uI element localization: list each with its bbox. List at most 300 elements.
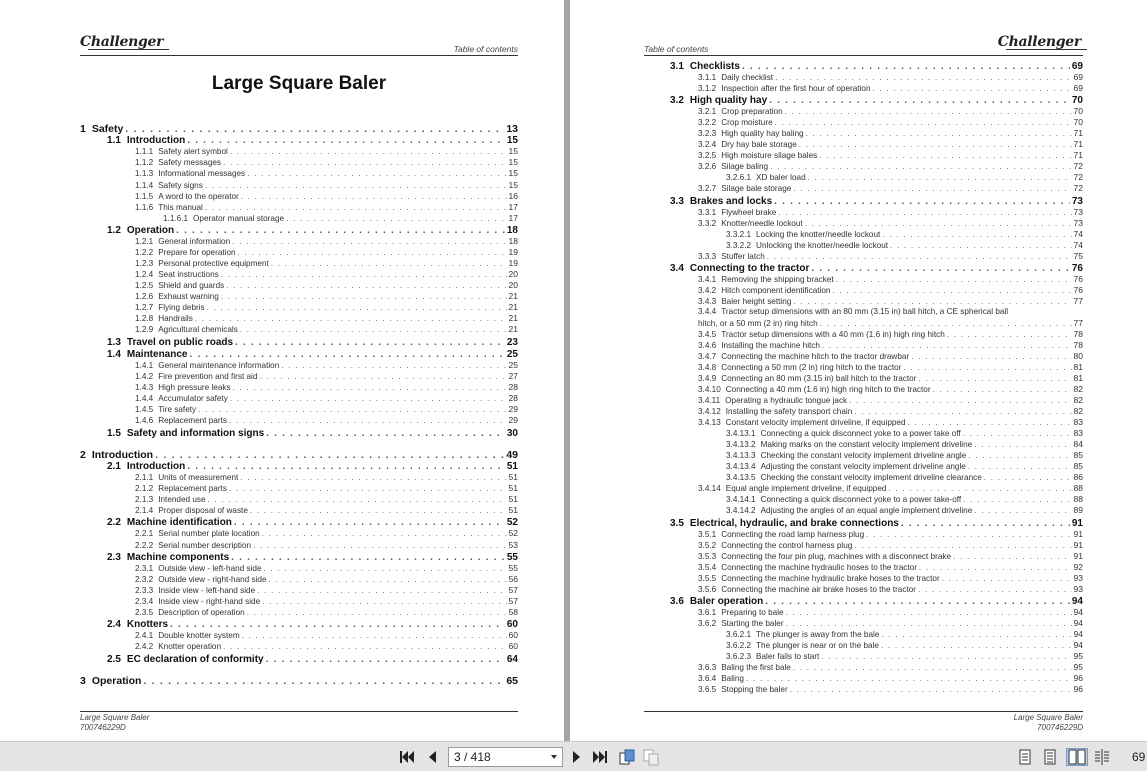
toc-page-number: 29 — [508, 404, 518, 415]
toc-page-number: 86 — [1073, 472, 1083, 483]
toc-page-number: 27 — [508, 371, 518, 382]
toc-entry[interactable] — [726, 461, 1083, 471]
toc-entry[interactable] — [135, 393, 518, 403]
toc-entry[interactable] — [698, 607, 1083, 617]
toc-entry-title: Connecting the machine hydraulic brake hoses to the tractor — [721, 573, 940, 583]
toc-entry-number: 3.4 — [670, 262, 684, 274]
toc-page-number: 93 — [1073, 572, 1083, 583]
toc-entry-title: Installing the machine hitch — [721, 340, 820, 350]
toc-entry[interactable] — [80, 449, 518, 461]
toc-entry-number: 3.2.5 — [698, 151, 717, 161]
toc-entry[interactable] — [135, 168, 518, 178]
last-page-icon — [592, 750, 608, 764]
toc-page-number: 76 — [1073, 273, 1083, 284]
toc-entry-number: 3.4.2 — [698, 285, 717, 295]
toc-entry-number: 3.4.13.1 — [726, 429, 756, 439]
toc-entry-number: 2.3.2 — [135, 574, 154, 584]
toc-entry[interactable] — [670, 61, 1083, 72]
toc-entry-number: 1.2.3 — [135, 259, 154, 269]
toc-entry-title: Connecting the four pin plug, machines with a disconnect brake — [721, 551, 952, 561]
brand-logo: Challenger — [80, 34, 164, 50]
toc-entry[interactable] — [726, 640, 1083, 650]
toc-entry[interactable] — [80, 123, 518, 135]
toc-entry[interactable] — [135, 483, 518, 493]
toc-entry-title: Baler fails to start — [756, 651, 820, 661]
toc-leader-dots — [240, 325, 507, 334]
two-page-continuous-button[interactable] — [1093, 748, 1111, 766]
toc-entry-number: 3.4.13.5 — [726, 473, 756, 483]
toc-entry[interactable] — [135, 641, 518, 651]
toc-entry[interactable] — [135, 585, 518, 595]
toc-entry-title: Flying debris — [158, 303, 205, 313]
toc-entry-title: Outside view - left-hand side — [158, 563, 262, 573]
first-page-button[interactable] — [398, 748, 416, 766]
toc-entry-number: 3.4.14.1 — [726, 495, 756, 505]
toc-entry-number: 3.5.6 — [698, 584, 717, 594]
copy-page-icon — [642, 748, 660, 766]
toc-entry-title: Safety signs — [158, 180, 203, 190]
toc-leader-dots — [854, 541, 1071, 550]
toc-entry[interactable] — [107, 461, 518, 472]
toc-page-number: 58 — [508, 607, 518, 618]
toc-entry-title: Baling — [721, 674, 744, 683]
toc-page-number: 72 — [1073, 172, 1083, 183]
toc-entry-title: A word to the operator — [158, 191, 239, 201]
toc-entry-title: Electrical, hydraulic, and brake connections — [689, 517, 899, 529]
toc-entry[interactable] — [135, 191, 518, 201]
toc-entry[interactable] — [698, 251, 1083, 261]
previous-page-button[interactable] — [423, 748, 441, 766]
toc-entry[interactable] — [698, 117, 1083, 127]
toc-entry[interactable] — [135, 505, 518, 515]
toc-entry[interactable] — [698, 72, 1083, 82]
toc-leader-dots — [266, 654, 505, 665]
toc-leader-dots — [262, 597, 506, 606]
toc-entry[interactable] — [698, 529, 1083, 539]
toc-entry-number: 2.3.3 — [135, 585, 154, 595]
toc-leader-dots — [854, 407, 1071, 416]
toc-leader-dots — [221, 270, 507, 279]
single-page-view-button[interactable] — [1016, 748, 1034, 766]
toc-entry-title: Starting the baler — [721, 618, 784, 628]
toc-leader-dots — [866, 530, 1071, 539]
toc-page-number: 94 — [1073, 606, 1083, 617]
toc-leader-dots — [205, 181, 507, 190]
toc-leader-dots — [947, 330, 1072, 339]
toc-entry[interactable] — [698, 684, 1083, 694]
toc-entry[interactable] — [726, 494, 1083, 504]
toc-entry-number: 3.6.3 — [698, 662, 717, 672]
page-number-select[interactable] — [448, 747, 563, 767]
toc-entry[interactable] — [698, 139, 1083, 149]
toc-leader-dots — [811, 263, 1070, 274]
toc-page-number: 30 — [506, 427, 518, 439]
toc-page-number: 94 — [1073, 628, 1083, 639]
toc-page-number: 95 — [1073, 661, 1083, 672]
toc-leader-dots — [230, 394, 507, 403]
toc-entry-number: 3.2.4 — [698, 140, 717, 150]
toc-page-number: 74 — [1073, 239, 1083, 250]
toc-leader-dots — [775, 118, 1072, 127]
toc-entry-number: 2.5 — [107, 653, 121, 665]
toc-leader-dots — [919, 563, 1072, 572]
toc-entry[interactable] — [135, 202, 518, 212]
toc-entry[interactable] — [135, 291, 518, 301]
toc-entry[interactable] — [698, 218, 1083, 228]
toc-leader-dots — [242, 631, 507, 640]
toc-entry[interactable] — [698, 340, 1083, 350]
zoom-level[interactable]: 69 — [1132, 750, 1146, 764]
last-page-button[interactable] — [591, 748, 609, 766]
next-page-icon — [572, 750, 582, 764]
toc-entry[interactable] — [80, 675, 518, 687]
toc-entry[interactable] — [726, 428, 1083, 438]
toc-entry[interactable] — [698, 83, 1083, 93]
toc-entry[interactable] — [135, 280, 518, 290]
toc-entry-number: 3 — [80, 674, 86, 687]
toc-entry[interactable] — [107, 619, 518, 630]
document-title: Large Square Baler — [211, 73, 387, 94]
toc-entry[interactable] — [726, 240, 1083, 250]
toc-entry[interactable] — [135, 269, 518, 279]
toc-entry[interactable] — [135, 371, 518, 381]
toc-entry[interactable] — [698, 673, 1083, 683]
toc-entry[interactable] — [135, 574, 518, 584]
toc-entry[interactable] — [135, 596, 518, 606]
toc-entry-number: 3.6.4 — [698, 674, 717, 683]
toc-entry[interactable] — [107, 428, 518, 439]
single-page-icon — [1018, 749, 1032, 765]
toc-entry-title: Adjusting the constant velocity implement driveline angle — [760, 462, 966, 472]
toc-entry-number: 2.4 — [107, 619, 121, 631]
toc-page-number: 19 — [508, 247, 518, 258]
footer-rule — [80, 711, 518, 712]
toc-leader-dots — [125, 123, 504, 135]
footer-docnum: 700746229D — [1037, 723, 1083, 732]
toc-entry-number: 3.2.7 — [698, 184, 717, 194]
toc-entry[interactable] — [670, 95, 1083, 106]
toc-entry[interactable] — [135, 180, 518, 190]
toc-entry[interactable] — [135, 313, 518, 323]
toc-entry-title: Serial number plate location — [158, 529, 260, 539]
toc-leader-dots — [266, 428, 505, 439]
toc-entry-title: Silage baling — [721, 162, 769, 172]
toc-page-number: 73 — [1073, 217, 1083, 228]
toc-entry[interactable] — [726, 629, 1083, 639]
rotate-button[interactable] — [618, 748, 636, 766]
toc-leader-dots — [849, 396, 1071, 405]
toc-page-number: 69 — [1073, 83, 1083, 94]
toc-page-number: 81 — [1073, 362, 1083, 373]
toc-entry[interactable] — [135, 360, 518, 370]
toc-entry[interactable] — [726, 439, 1083, 449]
footer-title: Large Square Baler — [1013, 713, 1083, 722]
toc-page-number: 85 — [1073, 461, 1083, 472]
footer-rule — [644, 711, 1083, 712]
toc-entry-number: 1.4.1 — [135, 361, 154, 371]
toc-entry[interactable] — [726, 472, 1083, 482]
toc-entry[interactable] — [698, 296, 1083, 306]
toc-entry[interactable] — [698, 285, 1083, 295]
two-page-view-button[interactable] — [1066, 748, 1088, 766]
header-label: Table of contents — [644, 44, 709, 54]
toc-entry[interactable] — [698, 417, 1083, 427]
toc-leader-dots — [281, 361, 506, 370]
toc-page-number: 78 — [1073, 339, 1083, 350]
toc-entry[interactable] — [698, 373, 1083, 383]
toc-entry[interactable] — [135, 472, 518, 482]
toc-entry[interactable] — [107, 552, 518, 563]
toc-leader-dots — [873, 84, 1072, 93]
toc-leader-dots — [746, 674, 1072, 683]
toc-entry[interactable] — [670, 263, 1083, 274]
toc-entry[interactable] — [135, 157, 518, 167]
toc-entry-title: Machine components — [126, 551, 230, 563]
toc-leader-dots — [742, 61, 1070, 72]
toc-entry[interactable] — [698, 150, 1083, 160]
toc-entry[interactable] — [135, 302, 518, 312]
toc-entry-number: 2.4.2 — [135, 642, 154, 652]
toc-leader-dots — [963, 495, 1071, 504]
toc-entry-title: Connecting the road lamp harness plug — [721, 529, 865, 539]
toc-entry[interactable] — [698, 384, 1083, 394]
toc-entry-title: Operation — [126, 224, 175, 236]
toc-entry-title: Preparing to bale — [721, 607, 784, 617]
toc-page-number: 89 — [1073, 505, 1083, 516]
toc-page-number: 49 — [506, 448, 518, 461]
toc-entry[interactable] — [135, 528, 518, 538]
toc-entry-number: 1.4.3 — [135, 383, 154, 393]
toc-entry-title: Brakes and locks — [689, 195, 773, 207]
toc-page-number: 29 — [508, 415, 518, 426]
toc-entry[interactable] — [670, 196, 1083, 207]
toc-page-number: 91 — [1071, 517, 1083, 529]
toc-leader-dots — [836, 275, 1072, 284]
toc-entry-number: 3.5.1 — [698, 529, 717, 539]
toc-entry-number: 3.4.7 — [698, 351, 717, 361]
toc-entry-number: 1.1.1 — [135, 147, 154, 157]
toc-entry[interactable] — [163, 213, 518, 223]
toc-entry[interactable] — [135, 258, 518, 268]
copy-pages-button[interactable] — [642, 748, 660, 766]
toc-entry-number: 3.5.4 — [698, 562, 717, 572]
toc-entry-number: 3.2 — [670, 95, 684, 107]
toc-page-number: 65 — [506, 674, 518, 687]
toc-entry[interactable] — [698, 161, 1083, 171]
toc-entry[interactable] — [698, 551, 1083, 561]
toc-page-number: 75 — [1073, 250, 1083, 261]
toc-entry[interactable] — [135, 540, 518, 550]
toc-entry-title: Connecting a 50 mm (2 in) ring hitch to the tractor — [721, 363, 902, 373]
toc-page-number: 70 — [1073, 106, 1083, 117]
toc-leader-dots — [205, 203, 507, 212]
toc-entry-number: 1.1.3 — [135, 169, 154, 179]
toc-entry[interactable] — [135, 494, 518, 504]
toc-page-number: 92 — [1073, 561, 1083, 572]
toc-page-number: 94 — [1073, 617, 1083, 628]
toc-entry-title: Hitch component identification — [721, 285, 831, 295]
toc-entry-number: 2.2 — [107, 517, 121, 529]
toc-entry[interactable] — [698, 128, 1083, 138]
toc-entry[interactable] — [698, 329, 1083, 339]
toc-entry-number: 3.2.3 — [698, 129, 717, 139]
continuous-view-button[interactable] — [1041, 748, 1059, 766]
toc-entry[interactable] — [726, 450, 1083, 460]
toc-entry-title: Intended use — [158, 495, 206, 505]
toc-entry-number: 3.4.10 — [698, 385, 721, 395]
toc-leader-dots — [189, 349, 504, 360]
toc-entry-title: Locking the knotter/needle lockout — [756, 229, 881, 239]
toc-entry[interactable] — [698, 351, 1083, 361]
toc-entry[interactable] — [698, 274, 1083, 284]
toc-entry-title: Inspection after the first hour of operation — [721, 84, 871, 94]
toc-entry[interactable] — [698, 483, 1083, 493]
toc-leader-dots — [786, 608, 1072, 617]
toc-leader-dots — [241, 192, 507, 201]
toc-leader-dots — [155, 449, 504, 461]
toc-entry-title: Constant velocity implement driveline, if equipped — [725, 418, 906, 428]
toc-entry[interactable] — [135, 247, 518, 257]
toc-entry-title: Stuffer latch — [721, 251, 765, 261]
toc-entry-continuation[interactable] — [698, 318, 1083, 328]
toc-page-number: 21 — [508, 302, 518, 313]
toc-entry[interactable] — [698, 106, 1083, 116]
toc-entry-title: Operating a hydraulic tongue jack — [725, 396, 848, 406]
toc-entry[interactable] — [698, 573, 1083, 583]
toc-entry-number: 3.2.1 — [698, 107, 717, 117]
toc-entry-number: 3.4.9 — [698, 374, 717, 384]
toc-entry-title: Checking the constant velocity implement driveline clearance — [760, 473, 982, 483]
toc-entry[interactable] — [135, 415, 518, 425]
toc-leader-dots — [230, 147, 507, 156]
toc-entry-title: Installing the safety transport chain — [725, 407, 853, 417]
toc-entry[interactable] — [107, 337, 518, 348]
toc-entry[interactable] — [726, 505, 1083, 515]
toc-entry[interactable] — [726, 229, 1083, 239]
toc-entry[interactable] — [698, 540, 1083, 550]
toc-leader-dots — [974, 440, 1071, 449]
toc-entry-number: 1.4.6 — [135, 416, 154, 426]
toc-page-number: 57 — [508, 596, 518, 606]
toc-entry[interactable] — [698, 207, 1083, 217]
toc-leader-dots — [240, 473, 506, 482]
toc-entry-title: Serial number description — [158, 540, 252, 550]
toc-entry-number: 3.4.1 — [698, 274, 717, 284]
previous-page-icon — [427, 750, 437, 764]
toc-entry-title: Tractor setup dimensions with a 40 mm (1.6 in) high ring hitch — [721, 329, 945, 339]
toc-entry[interactable] — [135, 236, 518, 246]
toc-entry-number: 3.6.2 — [698, 618, 717, 628]
toc-entry[interactable] — [726, 651, 1083, 661]
toc-entry-number: 1.2 — [107, 224, 121, 236]
toc-entry-title: Operator manual storage — [193, 213, 285, 223]
toc-page-number: 83 — [1073, 428, 1083, 439]
toc-entry-title: Inside view - left-hand side — [158, 585, 256, 595]
toc-page-number: 71 — [1073, 139, 1083, 150]
toc-entry-title: Silage bale storage — [721, 184, 792, 194]
toc-entry[interactable] — [698, 395, 1083, 405]
toc-entry[interactable] — [135, 630, 518, 640]
toc-entry[interactable] — [107, 654, 518, 665]
toc-leader-dots — [918, 374, 1071, 383]
toc-leader-dots — [250, 506, 507, 515]
toc-entry-number: 3.1.1 — [698, 73, 717, 83]
toc-page-number: 93 — [1073, 583, 1083, 594]
header-rule — [644, 55, 1083, 56]
toc-page-number: 91 — [1073, 528, 1083, 539]
next-page-button[interactable] — [568, 748, 586, 766]
page-right — [570, 0, 1147, 741]
toc-page-number: 70 — [1073, 117, 1083, 128]
toc-entry-title: Seat instructions — [158, 270, 219, 280]
toc-entry-number: 1.2.1 — [135, 237, 154, 246]
toc-entry[interactable] — [135, 404, 518, 414]
toc-entry[interactable] — [698, 362, 1083, 372]
toc-entry[interactable] — [135, 324, 518, 334]
toc-leader-dots — [908, 418, 1072, 427]
toc-entry-number: 3.6.2.1 — [726, 629, 752, 639]
toc-entry[interactable] — [107, 349, 518, 360]
toc-leader-dots — [770, 162, 1071, 171]
toc-entry-number: 3.5.5 — [698, 573, 717, 583]
toc-entry[interactable] — [698, 562, 1083, 572]
toc-entry-number: 3.4.13 — [698, 418, 721, 428]
toc-entry[interactable] — [698, 307, 1083, 316]
toc-entry-number: 1.2.5 — [135, 281, 154, 291]
toc-page-number: 18 — [508, 236, 518, 246]
toc-entry[interactable] — [698, 662, 1083, 672]
toc-entry-title: This manual — [158, 202, 203, 212]
toc-entry-number: 3.4.13.3 — [726, 451, 756, 461]
toc-entry[interactable] — [107, 517, 518, 528]
toc-entry[interactable] — [698, 406, 1083, 416]
toc-entry-title: Connecting the machine hitch to the tractor drawbar — [721, 351, 910, 361]
toc-entry[interactable] — [698, 618, 1083, 628]
toc-entry-title: Introduction — [126, 460, 186, 472]
toc-entry[interactable] — [670, 518, 1083, 529]
toc-entry-title: High quality hay — [689, 95, 768, 107]
toc-entry[interactable] — [135, 607, 518, 617]
toc-entry[interactable] — [698, 183, 1083, 193]
toc-leader-dots — [953, 552, 1071, 561]
toc-entry[interactable] — [135, 382, 518, 392]
toc-page-number: 15 — [508, 168, 518, 179]
toc-entry[interactable] — [726, 172, 1083, 182]
toc-entry-number: 3.6.5 — [698, 685, 717, 695]
toc-entry-title: General maintenance information — [158, 361, 280, 371]
toc-entry[interactable] — [135, 563, 518, 573]
toc-entry-title: Outside view - right-hand side — [158, 574, 267, 584]
toc-entry-number: 3.6 — [670, 595, 684, 607]
toc-leader-dots — [271, 259, 507, 268]
toc-entry[interactable] — [107, 225, 518, 236]
toc-entry-title: hitch, or a 50 mm (2 in) ring hitch — [698, 318, 818, 328]
toc-entry[interactable] — [135, 146, 518, 156]
toc-entry-title: Knotter operation — [158, 642, 222, 652]
toc-page-number: 69 — [1071, 61, 1083, 72]
toc-page-number: 15 — [506, 135, 518, 147]
toc-page-number: 88 — [1073, 483, 1083, 494]
toc-entry[interactable] — [107, 135, 518, 146]
toc-entry-title: Replacement parts — [158, 416, 227, 426]
toc-entry-number: 2.4.1 — [135, 631, 154, 641]
toc-entry[interactable] — [698, 584, 1083, 594]
toc-page-number: 51 — [508, 505, 518, 516]
toc-entry-number: 2.1.4 — [135, 506, 154, 516]
brand-logo: Challenger — [997, 34, 1081, 50]
toc-entry[interactable] — [670, 596, 1083, 607]
toc-entry-number: 2.3.5 — [135, 608, 154, 618]
